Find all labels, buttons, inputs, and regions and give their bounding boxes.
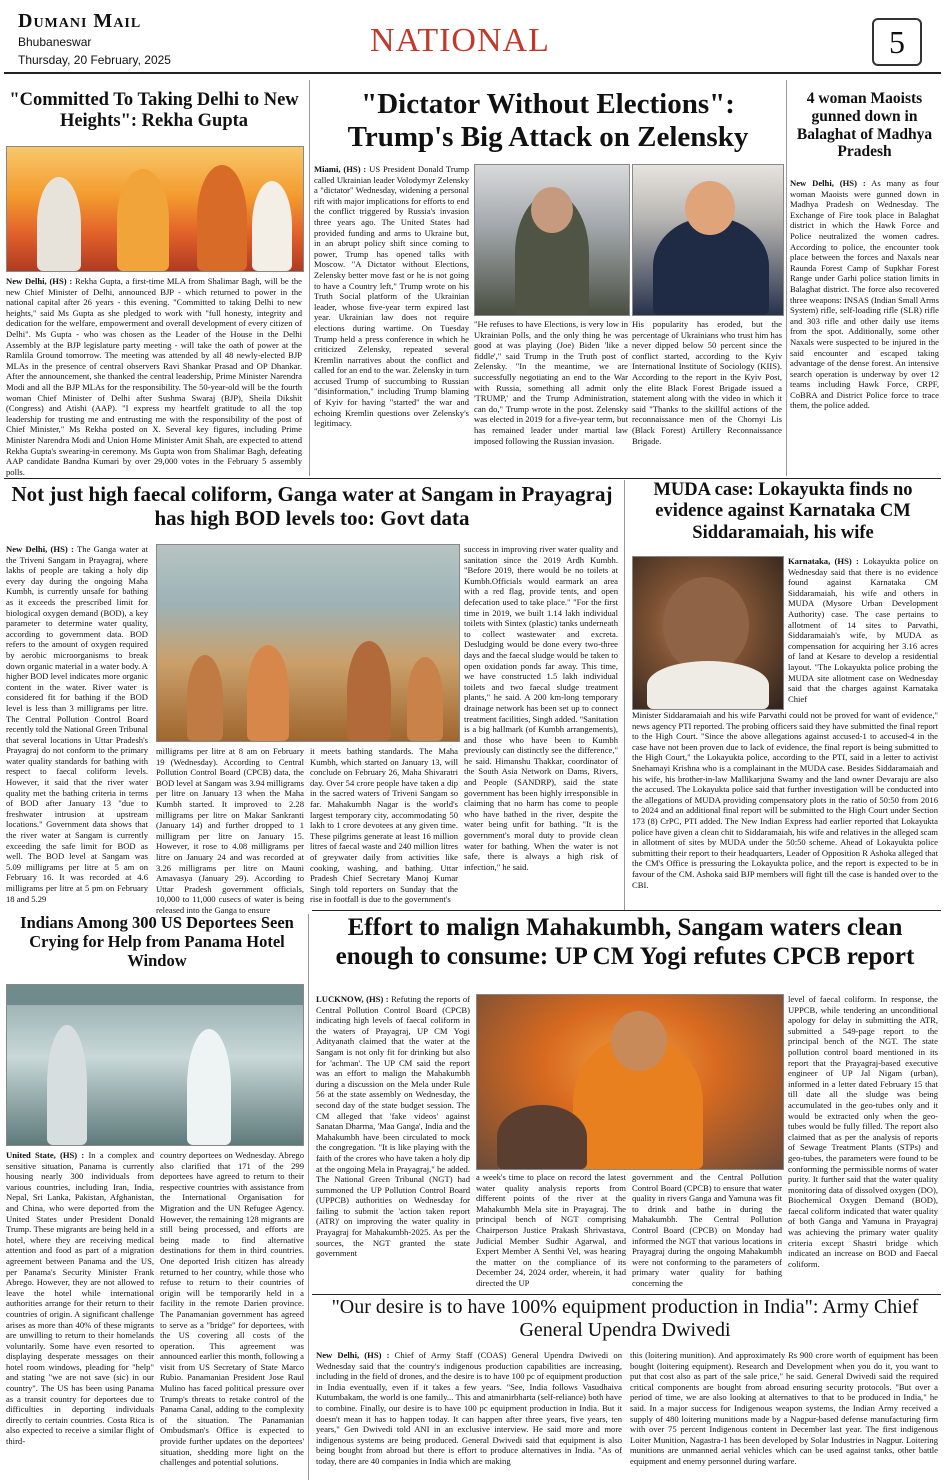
ganga-bathers-photo bbox=[156, 544, 460, 742]
trump-dateline: Miami, (HS) : bbox=[314, 164, 367, 174]
yogi-photo bbox=[476, 994, 784, 1170]
muda-dateline: Karnataka, (HS) : bbox=[788, 556, 859, 566]
trump-col2: "He refuses to have Elections, is very low in Ukrainian Polls, and the only thing he was good at was playing (Joe) Biden 'like a fiddle'," said Trump in the Truth post of Zelensky. "In the meantime, we are successfully negotiating an end to the War with Russia, something all admit only 'TRUMP,' and the Trump Administration, can do," Trump wrote in the post. Zelensky was elected in 2019 for a five-year term, but has remained leader under martial law imposed following the Russian invasion. bbox=[474, 319, 628, 446]
yogi-col3: government and the Central Pollution Control Board (CPCB) to ensure that water quality in rivers Ganga and Yamuna was fit to drink and bathe in during the Mahakumbh. The Central Pollution Control Board (CPCB) on Monday had informed the NGT that various locations in Prayagraj during the ongoing Mahakumbh were not conforming to the parameters of primary water quality for bathing concerning the bbox=[632, 1172, 782, 1288]
muda-col1 bbox=[788, 556, 938, 708]
row-rule bbox=[312, 910, 941, 911]
deportees-headline: Indians Among 300 US Deportees Seen Crying for Help from Panama Hotel Window bbox=[20, 913, 294, 970]
yogi-col2: a week's time to place on record the latest water quality analysis reports from different points of the river at the Mahakumbh Mela site in Prayagraj. The principal bench of NGT comprising Chairperson Justice Prakash Shrivastava, Judicial Member Sudhir Agarwal, and Expert Member A Senthi Vel, was hearing the matter on the compliance of its December 24, 2024 order, wherein, it had directed the UP bbox=[476, 1172, 626, 1288]
column-divider bbox=[309, 80, 310, 476]
paper-date: Thursday, 20 February, 2025 bbox=[18, 53, 171, 67]
rekha-dateline: New Delhi, (HS) : bbox=[6, 276, 73, 286]
maoists-headline: 4 woman Maoists gunned down in Balaghat of Madhya Pradesh bbox=[796, 90, 933, 161]
siddaramaiah-photo bbox=[632, 556, 784, 710]
ganga-col4: success in improving river water quality and sanitation since the 2019 Ardh Kumbh. "Before 2019, there would be no toilets at Kumbh.Officials would earmark an area with a red flag, provide tents, and open defecation used to take place." "For the first time in 2019, we built 1.14 lakh individual toilets with Sintex (plastic) tanks underneath to collect wastewater and excreta. Desludging would be done every two-three days and the faecal sludge would be taken to open oxidation ponds far away. This time, we have constructed 1.5 lakh individual toilets and two faecal sludge treatment plants," he said. A 200 km-long temporary drainage network has been set up to connect treatment facilities, Singh added. "Sanitation is a big hallmark (of Kumbh arrangements), and those who have been to Kumbh previously can distinctly see the difference," he said. Himanshu Thakkar, coordinator of the South Asia Network on Dams, Rivers, and People (SANDRP), said the state government has been highly irresponsible in claiming that no harm has come to people who have bathed in the river, despite the water being unfit for bathing. "It is the government's moral duty to provide clean water for bathing. When the water is not safe, there is always a high risk of infection," he said. bbox=[464, 544, 618, 872]
deportees-col1 bbox=[6, 1150, 154, 1480]
trump-headline: "Dictator Without Elections": Trump's Big Attack on Zelensky bbox=[347, 88, 749, 154]
yogi-col1 bbox=[316, 994, 470, 1292]
maoists-body bbox=[790, 178, 939, 476]
army-dateline: New Delhi, (HS) : bbox=[316, 1350, 390, 1360]
zelensky-photo bbox=[474, 164, 630, 316]
army-col1-text: Chief of Army Staff (COAS) General Upendra Dwivedi on Wednesday said that the country's indigenous production capabilities are increasing, including in the field of drones, and the desire is to have 100 pc of equipment production in India eventually, even if it takes a few years. "See, India follows Vasudhaiva Kutumbakam, the world is one family... This and atmanirbharta (self-reliance) both have to combine. Finally, our desire is to have 100 pc equipment production in India. But it doesn't mean it has to happen today. It can happen after three years, five years, ten years," Gen Dwivedi told ANI in an exclusive interview. He said more and more indigenous systems are being produced. General Dwivedi said that equipment is also being bought from abroad but there is effort to produce alternatives in India. "As of today, there are 40 companies in India which are making bbox=[316, 1350, 622, 1466]
row-rule bbox=[312, 1294, 941, 1295]
section-title: NATIONAL bbox=[370, 22, 550, 59]
rekha-photo bbox=[6, 146, 304, 272]
trump-col1 bbox=[314, 164, 469, 476]
trump-photo bbox=[632, 164, 784, 316]
deportees-col2: country deportees on Wednesday. Abrego also clarified that 171 of the 299 deportees have agreed to return to their respective countries with assistance from the International Organisation for Migration and the UN Refugee Agency. However, the remaining 128 migrants are still being processed, and efforts are being made to find alternative destinations for them in third countries. One deported Irish citizen has already returned to her country, while those who refuse to return to their countries of origin will be temporarily held in a facility in the remote Darien province. The Panamanian government has agreed to serve as a "bridge" for deportees, with the US covering all costs of the operation. This agreement was announced earlier this month, following a visit from US Secretary of State Marco Rubio. Panamanian President Jose Raul Mulino has faced political pressure over Trump's threats to retake control of the Panama Canal, adding to the complexity of the situation. The Panamanian Ombudsman's Office is expected to provide further updates on the deportees' situation, shedding more light on the challenges and potential solutions. bbox=[160, 1150, 304, 1468]
ganga-col1-text: The Ganga water at the Triveni Sangam in Prayagraj, where lakhs of people are taking a holy dip every day during the ongoing Maha Kumbh, is currently unsafe for bathing as it exceeds the prescribed limit for biological oxygen demand (BOD), a key parameter to determine water quality, according to government data. BOD refers to the amount of oxygen required by aerobic microorganisms to break down organic material in a water body. A higher BOD level indicates more organic content in the water. River water is considered fit for bathing if the BOD level is less than 3 milligrams per litre. The Central Pollution Control Board recently told the National Green Tribunal that several locations in Uttar Pradesh's Prayagraj do not conform to the primary water quality standards for bathing with respect to faecal coliform levels. However, it said that the river water quality met the bathing criteria in terms of BOD after January 13 "due to freshwater intrusion at upstream locations." Government data shows that the river water at Sangam is currently exceeding the safe limit for BOD as well. The BOD level at Sangam was 5.09 milligrams per litre at 5 am on February 16. It was recorded at 4.6 milligrams per litre at 5 pm on February 18 and 5.29 bbox=[6, 544, 149, 904]
rekha-body bbox=[6, 276, 302, 476]
yogi-col1-text: Refuting the reports of Central Pollution Control Board (CPCB) indicating high levels of faecal coliform in the waters of Prayagraj, UP CM Yogi Adityanath claimed that the water at the Sangam is not only fit for drinking but also for 'achman'. The UP CM said the report was an effort to malign the Mahakumbh during a discussion on the Mela under Rule 56 at the state assembly on Wednesday, the second day of the state budget session. The CM alleged that 'fake videos' against Sanatan Dharma, 'Maa Ganga', India and the Mahakumbh have been circulated to mock the congregation. "It is like playing with the faith of the crores who have taken a holy dip at the ongoing Mela in Prayagraj," he added. The National Green Tribunal (NGT) had summoned the UP Pollution Control Board (UPPCB) authorities on Wednesday for failing to submit the 'action taken report (ATR)' on improving the water quality in Prayagraj for Mahakumbh-2025. As per the sources, the NGT granted the state government bbox=[316, 994, 470, 1259]
rekha-headline: "Committed To Taking Delhi to New Heights": Rekha Gupta bbox=[9, 90, 299, 132]
ganga-col2: milligrams per litre at 8 am on February 19 (Wednesday). According to Central Pollution Control Board (CPCB) data, the BOD level at Sangam was 3.94 milligrams per litre on January 13 when the Maha Kumbh started. It improved to 2.28 milligrams per litre on Makar Sankranti (January 14) and further dropped to 1 milligram per litre on January 15. However, it rose to 4.08 milligrams per litre on January 24 and was recorded at 3.26 milligrams per litre on Mauni Amavasya (January 29). According to Uttar Pradesh government officials, 10,000 to 11,000 cusecs of water is being released into the Ganga to ensure bbox=[156, 746, 304, 915]
paper-name: Dumani Mail bbox=[18, 10, 142, 32]
deportees-dateline: United State, (HS) : bbox=[6, 1150, 85, 1160]
maoists-text: As many as four woman Maoists were gunned down in Madhya Pradesh on Wednesday. The Exchange of Fire took place in Balaghat district in which the Hawk Force and Police neutralized the women cadres. According to police, the encounter took place between the forces and Naxals near Raunda Forest Camp of Supkhar Forest Range under Garhi police station limits in Balaghat district. The force also recovered three weapons: INSAS (Indian Small Arms System) rifle, self-loading rifle (SLR) rifle and 303 rifle and other daily use items from the spot. Additionally, some other Naxals were suspected to be injured in the said encounter and escaped taking advantage of the dense forest. An intensive search operation is underway by over 12 teams including Hawk Force, CRPF, CoBRA and District Police force to trace them, the police added. bbox=[790, 178, 939, 411]
ganga-dateline: New Delhi, (HS) : bbox=[6, 544, 74, 554]
yogi-headline: Effort to malign Mahakumbh, Sangam waters clean enough to consume: UP CM Yogi refutes CPCB report bbox=[335, 914, 915, 970]
trump-col3: His popularity has eroded, but the percentage of Ukrainians who trust him has never dipped below 50 percent since the conflict started, according to the Kyiv International Institute of Sociology (KIIS). According to the report in the Kyiv Post, the elite Black Forest Brigade issued a statement along with the video in which it said "Thanks to the skillful actions of the reconnaissance men of the Chornyi Lis (Black Forest) Artillery Reconnaissance Brigade. bbox=[632, 319, 782, 446]
page-number: 5 bbox=[872, 18, 922, 66]
muda-headline: MUDA case: Lokayukta finds no evidence against Karnataka CM Siddaramaiah, his wife bbox=[653, 480, 913, 543]
ganga-headline: Not just high faecal coliform, Ganga water at Sangam in Prayagraj has high BOD levels too: Govt data bbox=[11, 482, 613, 531]
deportees-col1-text: In a complex and sensitive situation, Panama is currently housing nearly 300 individuals from various countries, including Iran, India, Nepal, Sri Lanka, Pakistan, Afghanistan, and China, who were deported from the United States under President Donald Trump. These migrants are being held in a hotel, where they are receiving medical attention and food as part of a migration agreement between Panama and the US, per Panama's Security Minister Frank Abrego. However, they are not allowed to leave the hotel while international authorities arrange for their return to their countries of origin. A significant challenge arises as more than 40% of these migrants are unwilling to return to their homelands voluntarily. Some have even resorted to displaying desperate messages on their hotel room windows, pleading for "help" and stating "we are not save (sic) in our country". The US has been using Panama as a transit country for deportees due to difficulties in deporting individuals directly to certain countries. Costa Rica is also expected to receive a similar flight of third- bbox=[6, 1150, 154, 1447]
ganga-col3: it meets bathing standards. The Maha Kumbh, which started on January 13, will conclude on February 26, Maha Shivaratri day. Over 54 crore people have taken a dip in the sacred waters of Triveni Sangam so far. Mahakumbh Nagar is the world's largest temporary city, accommodating 50 lakh to 1 crore devotees at any given time. These pilgrims generate at least 16 million litres of faecal waste and 240 million litres of greywater daily from activities like cooking, washing, and bathing. Uttar Pradesh Chief Secretary Manoj Kumar Singh told reporters on Sunday that the rise in footfall is due to the government's bbox=[310, 746, 458, 905]
row-rule bbox=[4, 478, 941, 479]
army-col1 bbox=[316, 1350, 622, 1480]
column-divider bbox=[624, 480, 625, 910]
muda-col1-text: Lokayukta police on Wednesday said that there is no evidence found against Karnataka CM Siddaramaiah, his wife and others in MUDA (Mysore Urban Development Authority) case. The case pertains to allotment of 14 sites to Parvathi, Siddaramaiah's wife, by MUDA as compensation for acquiring her 3.16 acres of land at Kesare to develop a residential layout. "The Lokayukta police probing the MUDA site allotment case on Wednesday said that the charges against Karnataka Chief bbox=[788, 556, 939, 704]
yogi-col4: level of faecal coliform. In response, the UPPCB, while tendering an unconditional apology for delay in submitting the ATR, submitted a 549-page report to the principal bench of the NGT. The state pollution control board mentioned in its report that the Prayagraj-based executive engineer of UP Jal Nigam (urban), informed in a letter dated February 15 that till date all the sludge was being accumulated in the geo-tubes only and it would be extracted only when the geo-tubes would be fully filled. The report also claimed that as per the analysis of reports of Sewage Treatment Plants (STPs) and geo-tubes, the parameters were found to be conforming the permissible norms of water purity. It further said that the water quality monitoring data of dissolved oxygen (DO), Biochemical Oxygen Demand (BOD), faecal coliform indicated that water quality of both Ganga and Yamuna in Prayagraj was achieving the primary water quality criteria except Shastri bridge which indicated an increase on BOD and Faecal coliform. bbox=[788, 994, 938, 1269]
army-headline: "Our desire is to have 100% equipment production in India": Army Chief General Upendra Dwivedi bbox=[331, 1296, 919, 1341]
army-col2: this (loitering munition). And approximately Rs 900 crore worth of equipment has been bought (loitering equipment). Research and Development when you do it, you want to put that cost also as part of the sale price," he said. General Dwivedi said the required critical components are bought from abroad ensuring security protocols. "But over a period of time, we are also looking at alternatives to that to be produced in India," he said. In a major success for Indigenous weapon systems, the Indian Army received a supply of 480 loitering munitions made by a Nagpur-based defense manufacturing firm with over 75 percent Indigenous content in December last year. The first indigenous Loiter Munition, Nagastra-1 has been developed by Solar Industries in Nagpur. Loitering munitions are unmanned aerial vehicles which can be used against tanks, other battle equipment and enemy personnel during warfare. bbox=[630, 1350, 938, 1466]
paper-city: Bhubaneswar bbox=[18, 35, 92, 49]
ganga-col1 bbox=[6, 544, 148, 908]
maoists-dateline: New Delhi, (HS) : bbox=[790, 178, 866, 188]
rekha-text: Rekha Gupta, a first-time MLA from Shalimar Bagh, will be the new Chief Minister of Delhi, announced BJP - which returned to power in the national capital after 26 years - this evening. "Committed to taking Delhi to new heights," said Ms Gupta as she pledged to work with "full honesty, integrity and dedication for the welfare, empowerment and overall development of every citizen of Delhi". Ms Gupta - who was chosen as the Leader of the House in the Delhi Assembly at the BJP legislature party meeting - will take the oath of power at the Ramlila Ground tomorrow. The meeting was attended by all 48 newly-elected BJP MLAs in the presence of central observers Ravi Shankar Prasad and OP Dhankar. After the announcement, she thanked the central leadership, Prime Minister Narendra Modi and all the BJP MLAs for the responsibility. The 50-year-old will be the fourth woman Chief Minister of Delhi after Sushma Swaraj (BJP), Sheila Dikshit (Congress) and Atishi (AAP). "I express my heartfelt gratitude to all the top leadership for trusting me and entrusting me with the responsibility of the post of Chief Minister," Ms Rekha posted on X. Several key figures, including Prime Minister Narendra Modi and Union Home Minister Amit Shah, are expected to attend Rekha Gupta's swearing-in ceremony. Ms Gupta won from Shalimar Bagh, defeating AAP candidate Bandna Kumari by over 29,000 votes in the February 5 assembly polls. bbox=[6, 276, 302, 477]
masthead-rule bbox=[4, 72, 941, 74]
muda-body: Minister Siddaramaiah and his wife Parvathi could not be proved for want of evidence," news agency PTI reported. The probing officers said they have submitted the final report to the High Court. "Since the above allegations against accused-1 to accused-4 in the case have not been proven due to lack of evidence, the final report is being submitted to the High Court," the Lokayukta police, according to the PTI, said in a letter to activist Snehamayi Krishna who is a complainant in the MUDA case. Besides Siddaramaiah and his wife, his brother-in-law Mallikarjuna Swamy and the land owner Devaraju are also the accused. The Lokayukta police said that further investigation will be conducted into the allegations of MUDA providing compensatory plots in the ratio of 50:50 from 2016 to 2024 and an additional final report will be submitted to the High Court under Section 173 (8) CrPC, PTI added. The New Indian Express had earlier reported that Lokayukta police have given a clean chit to Siddaramaiah, his wife and relatives in the alleged scam in allotment of sites by MUDA under the 50:50 scheme. Ahead of Lokayukta police submitting their report to their headquarters, Leader of Opposition R Ashoka alleged that the CM's Office is pressuring the Lokayukta police, and the report is expected to be in favour of the CM. Ashoka said BJP members will fight till the case is handed over to the CBI. bbox=[632, 710, 938, 890]
trump-col1-text: US President Donald Trump called Ukrainian leader Volodymyr Zelensky a "dictator" Wednesday, widening a personal rift with major implications for efforts to end the conflict triggered by Russia's invasion three years ago. The United States had provided funding and arms to Ukraine but, in an abrupt policy shift since coming to power, Trump has opened talks with Moscow. "A Dictator without Elections, Zelensky better move fast or he is not going to have a Country left," Trump wrote on his Truth Social platform of the Ukrainian leader, whose five-year term expired last year. Ukrainian law does not require elections during wartime. On Tuesday Trump held a press conference in which he criticized Zelensky, repeated several Kremlin narratives about the conflict and called for an end to the war. Zelensky in turn accused Trump of succumbing to Russian "disinformation," including Trump blaming of Kyiv for having "started" the war and echoing Kremlin questions over Zelensky's legitimacy. bbox=[314, 164, 469, 429]
hotel-window-photo bbox=[6, 984, 304, 1146]
column-divider bbox=[308, 914, 309, 1480]
yogi-dateline: LUCKNOW, (HS) : bbox=[316, 994, 389, 1004]
column-divider bbox=[786, 80, 787, 476]
